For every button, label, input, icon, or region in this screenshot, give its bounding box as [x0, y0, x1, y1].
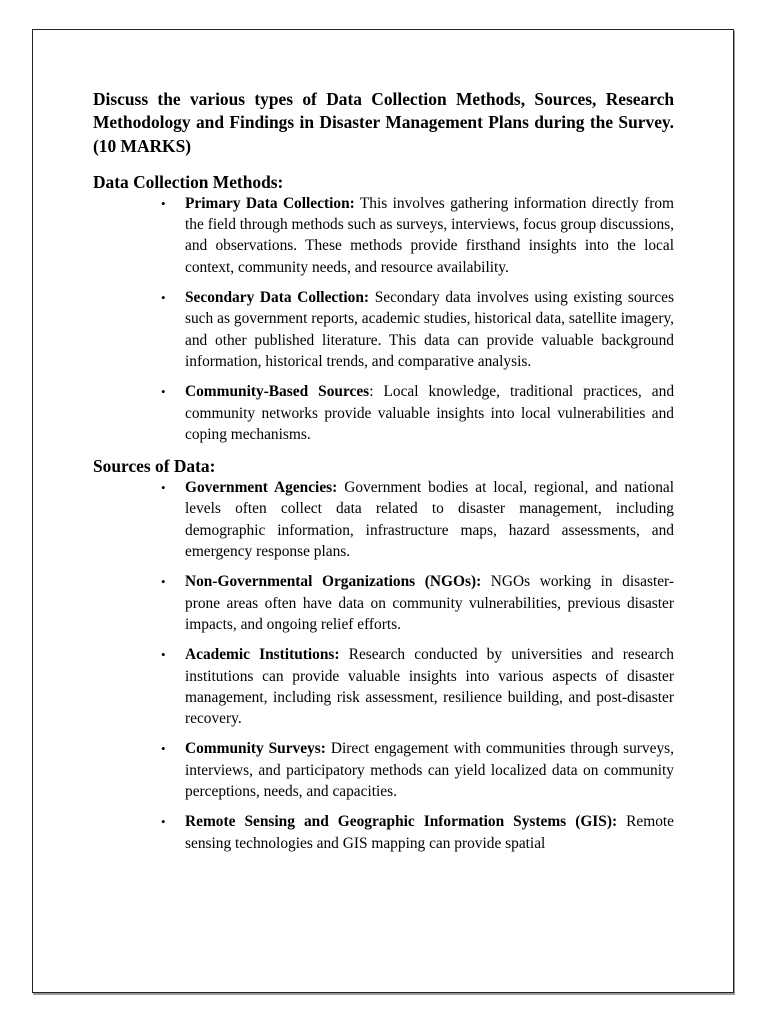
- item-lead: Primary Data Collection:: [185, 194, 355, 212]
- item-lead: Community-Based Sources: [185, 383, 370, 401]
- list-item: [161, 193, 675, 278]
- section-heading-sources-of-data: Sources of Data:: [93, 456, 216, 477]
- list-item: [161, 644, 675, 729]
- item-lead: Government Agencies:: [185, 479, 338, 497]
- bullet-icon: •: [161, 480, 166, 496]
- document-body: [93, 88, 674, 854]
- item-lead: Non-Governmental Organizations (NGOs):: [185, 573, 482, 591]
- item-text: Direct engagement with communities through surveys, interviews, and participatory methods can yield localized data on community perceptions, needs, and capacities.: [185, 740, 674, 801]
- bullet-icon: •: [161, 647, 166, 663]
- item-text: Remote sensing technologies and GIS mapping can provide spatial: [185, 813, 675, 852]
- bullet-icon: •: [161, 290, 166, 306]
- bullet-icon: •: [161, 384, 166, 400]
- bullet-icon: •: [161, 741, 166, 757]
- list-item: [161, 738, 674, 802]
- list-item: [161, 381, 675, 445]
- item-lead: Secondary Data Collection:: [185, 289, 370, 307]
- list-item: [161, 811, 675, 854]
- sources-of-data-list: [93, 477, 674, 854]
- section-heading-data-collection-methods: Data Collection Methods:: [93, 171, 284, 192]
- bullet-icon: •: [161, 195, 166, 211]
- item-text: Government bodies at local, regional, and national levels often collect data related to disaster management, including demographic information, infrastructure maps, hazard assessments, and emergency response plans.: [185, 479, 675, 561]
- item-text: This involves gathering information directly from the field through methods such as surveys, interviews, focus group discussions, and observations. These methods provide firsthand insights into the local context, community needs, and resource availability.: [185, 194, 675, 276]
- item-lead: Community Surveys:: [185, 740, 326, 758]
- list-item: [161, 571, 674, 635]
- bullet-icon: •: [161, 814, 166, 830]
- item-text: Research conducted by universities and research institutions can provide valuable insights into various aspects of disaster management, including risk assessment, resilience building, and post-disaster recovery.: [185, 646, 675, 728]
- list-item: [161, 287, 675, 372]
- item-text: : Local knowledge, traditional practices, and community networks provide valuable insights into local vulnerabilities and coping mechanisms.: [185, 383, 675, 443]
- bullet-icon: •: [161, 574, 166, 590]
- item-lead: Remote Sensing and Geographic Information Systems (GIS):: [185, 813, 618, 831]
- item-lead: Academic Institutions:: [185, 646, 340, 664]
- question-heading: Discuss the various types of Data Collection Methods, Sources, Research Methodology and Findings in Disaster Management Plans during the Survey.(10 MARKS): [93, 89, 674, 156]
- item-text: Secondary data involves using existing sources such as government reports, academic studies, historical data, satellite imagery, and other published literature. This data can provide valuable background information, historical trends, and comparative analysis.: [185, 289, 675, 370]
- item-text: NGOs working in disaster-prone areas often have data on community vulnerabilities, previous disaster impacts, and ongoing relief efforts.: [185, 573, 674, 633]
- data-collection-methods-list: [93, 193, 674, 445]
- list-item: [161, 477, 675, 562]
